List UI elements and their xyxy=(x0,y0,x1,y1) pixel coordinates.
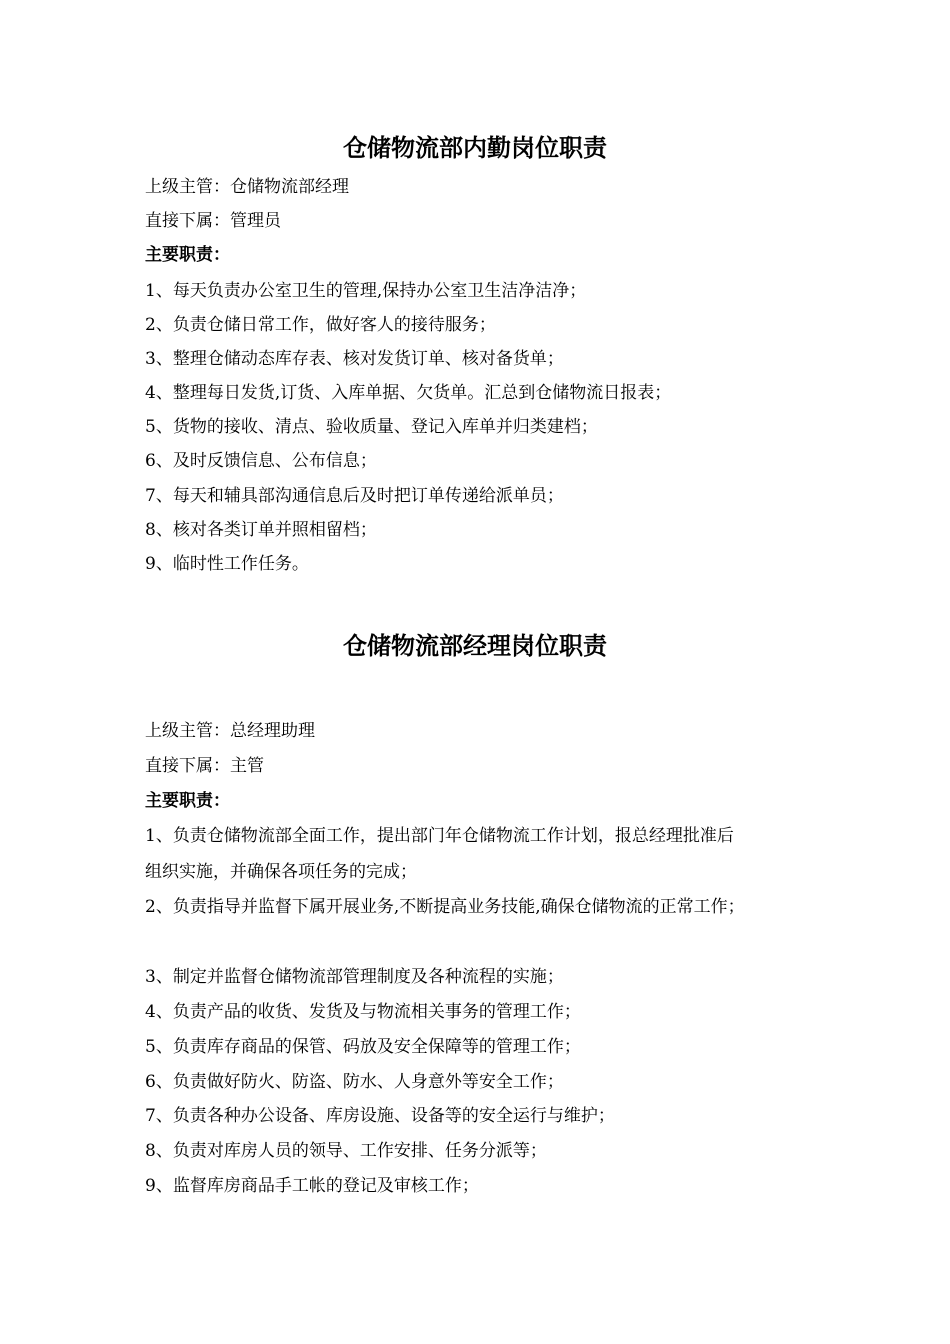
section1-duty-item: 5、货物的接收、清点、验收质量、登记入库单并归类建档； xyxy=(145,417,598,437)
section1-duty-item: 1、每天负责办公室卫生的管理,保持办公室卫生洁净洁净； xyxy=(145,281,587,301)
section1-duty-item: 3、整理仓储动态库存表、核对发货订单、核对备货单； xyxy=(145,349,564,369)
section2-duty-item: 8、负责对库房人员的领导、工作安排、任务分派等； xyxy=(145,1141,547,1161)
section2-duty-item: 组织实施，并确保各项任务的完成； xyxy=(145,862,417,882)
section2-duty-item: 7、负责各种办公设备、库房设施、设备等的安全运行与维护； xyxy=(145,1106,615,1126)
section1-title: 仓储物流部内勤岗位职责 xyxy=(343,133,607,162)
section2-subordinate: 直接下属：主管 xyxy=(145,756,264,776)
section1-subordinate: 直接下属：管理员 xyxy=(145,211,281,231)
section2-duty-item: 1、负责仓储物流部全面工作，提出部门年仓储物流工作计划，报总经理批准后 xyxy=(145,826,734,846)
section1-duties-label: 主要职责： xyxy=(145,245,230,265)
section2-title: 仓储物流部经理岗位职责 xyxy=(343,631,607,660)
section1-supervisor: 上级主管：仓储物流部经理 xyxy=(145,177,349,197)
section2-duty-item: 4、负责产品的收货、发货及与物流相关事务的管理工作； xyxy=(145,1002,581,1022)
section2-duty-item: 3、制定并监督仓储物流部管理制度及各种流程的实施； xyxy=(145,967,564,987)
section1-duty-item: 7、每天和辅具部沟通信息后及时把订单传递给派单员； xyxy=(145,486,564,506)
section2-duty-item: 6、负责做好防火、防盗、防水、人身意外等安全工作； xyxy=(145,1072,564,1092)
section2-duty-item: 9、监督库房商品手工帐的登记及审核工作； xyxy=(145,1176,479,1196)
section1-duty-item: 9、临时性工作任务。 xyxy=(145,554,309,574)
section2-duty-item: 2、负责指导并监督下属开展业务,不断提高业务技能,确保仓储物流的正常工作； xyxy=(145,897,745,917)
section1-duty-item: 4、整理每日发货,订货、入库单据、欠货单。汇总到仓储物流日报表； xyxy=(145,383,672,403)
section1-duty-item: 2、负责仓储日常工作，做好客人的接待服务； xyxy=(145,315,496,335)
section2-duty-item: 5、负责库存商品的保管、码放及安全保障等的管理工作； xyxy=(145,1037,581,1057)
section2-duties-label: 主要职责： xyxy=(145,791,230,811)
section1-duty-item: 8、核对各类订单并照相留档； xyxy=(145,520,377,540)
section1-duty-item: 6、及时反馈信息、公布信息； xyxy=(145,451,377,471)
section2-supervisor: 上级主管：总经理助理 xyxy=(145,721,315,741)
